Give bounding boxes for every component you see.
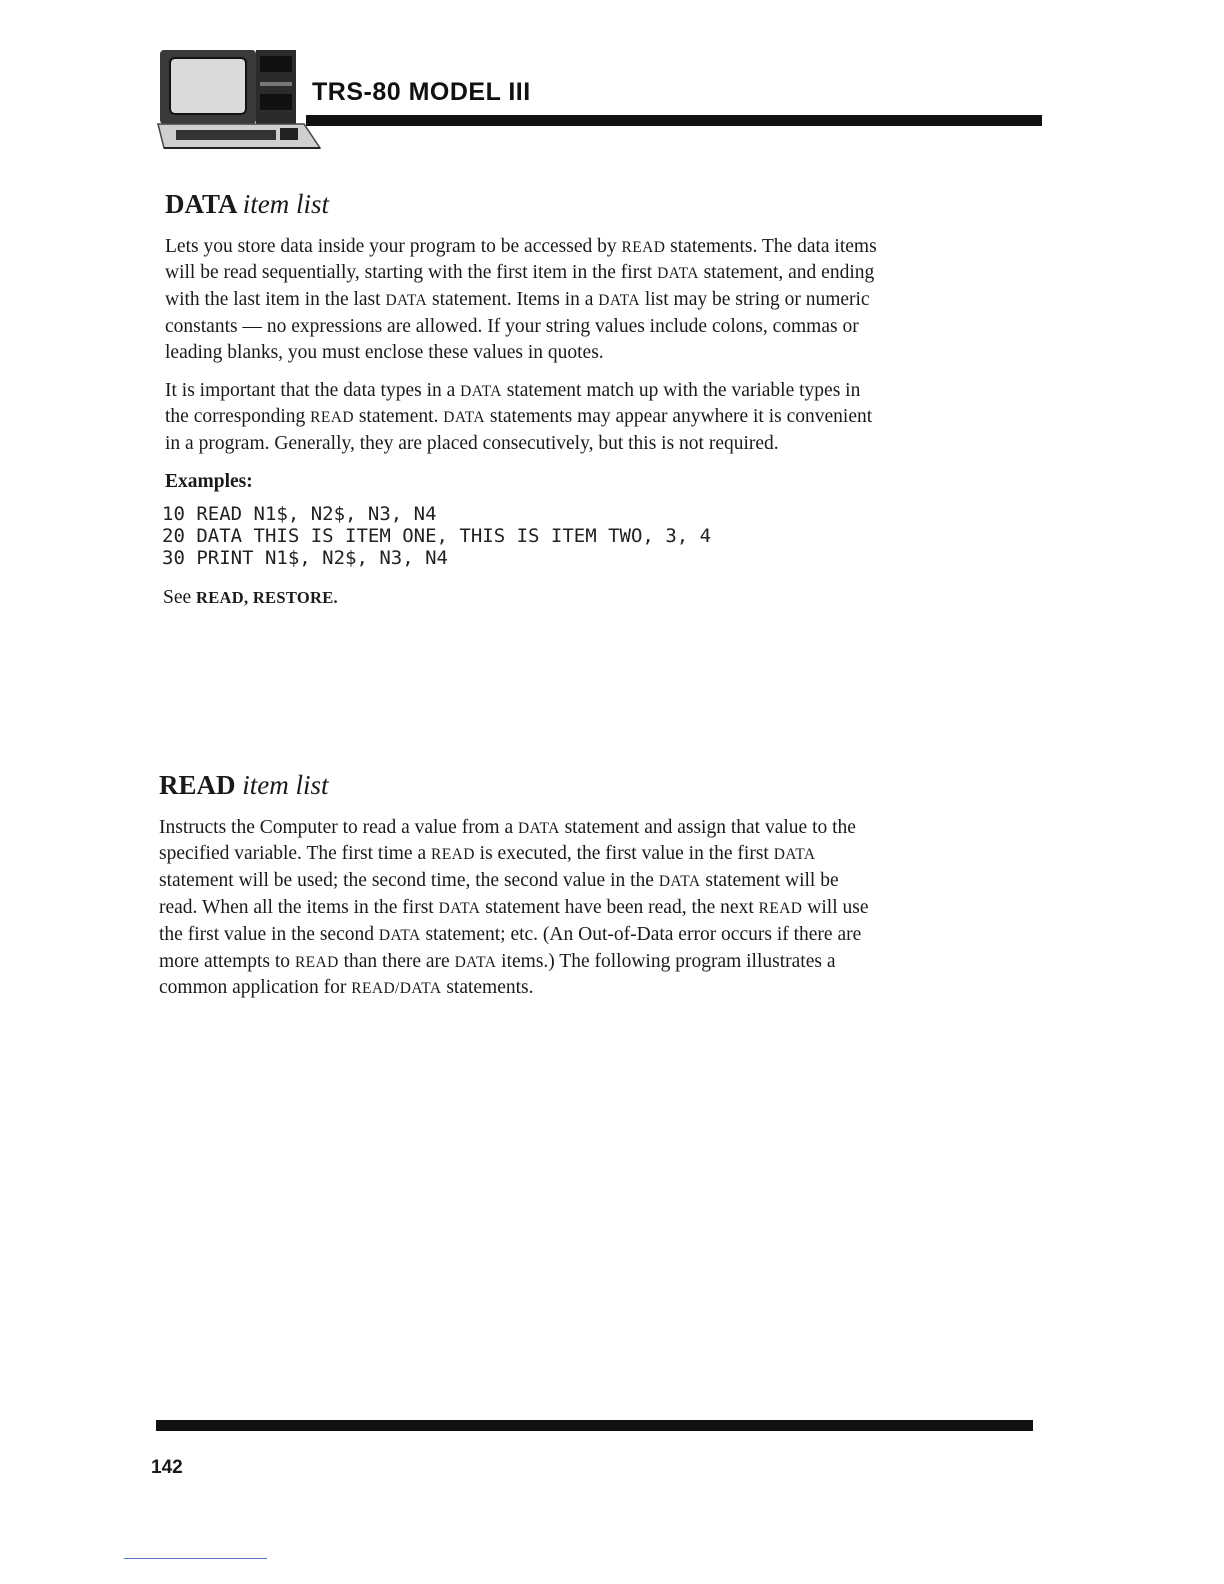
text-run: statement match up with the variable types in the corresponding <box>165 379 861 428</box>
keyword-ref: READ <box>621 238 666 256</box>
code-line: 30 PRINT N1$, N2$, N3, N4 <box>162 547 448 570</box>
read-arg: item list <box>242 770 329 800</box>
keyword-ref: DATA <box>460 382 502 400</box>
text-run: Lets you store data inside your program to be accessed by <box>165 235 622 257</box>
text-run: items.) The following program illustrates a common application for <box>159 950 836 999</box>
text-run: statements. The data items will be read sequentially, starting with the first item in the first <box>165 235 877 284</box>
text-run: statement and assign that value to the specified variable. The first time a <box>159 816 856 865</box>
keyword-ref: DATA <box>385 292 428 310</box>
text-run: than there are <box>338 950 455 972</box>
text-run: statement, and ending with the last item in the last <box>165 262 875 311</box>
keyword-ref: DATA <box>378 926 421 944</box>
read-section <box>159 771 871 1002</box>
page-header-title: TRS-80 MODEL III <box>312 78 531 106</box>
keyword-ref: READ <box>758 900 803 918</box>
text-run: It is important that the data types in a <box>165 379 461 401</box>
text-run: Instructs the Computer to read a value from a <box>159 816 519 838</box>
keyword-ref: DATA <box>454 953 497 971</box>
data-section <box>162 189 877 609</box>
read-keyword: READ <box>159 770 236 800</box>
data-description <box>165 234 877 366</box>
text-run: statement will be used; the second time, the second value in the <box>159 870 659 892</box>
header-rule <box>306 115 1042 126</box>
see-references: READ, RESTORE. <box>196 588 338 608</box>
text-run: statement. Items in a <box>427 289 599 311</box>
keyword-ref: READ <box>431 846 475 864</box>
examples-heading: Examples: <box>165 471 253 493</box>
data-keyword: DATA <box>165 189 237 219</box>
data-section-title <box>165 190 877 220</box>
keyword-ref: READ/DATA <box>351 980 442 998</box>
keyword-ref: READ <box>294 953 339 971</box>
keyword-ref: DATA <box>598 292 640 310</box>
see-also <box>163 587 877 609</box>
keyword-ref: DATA <box>518 819 560 837</box>
text-run: statements. <box>441 977 534 999</box>
footer-rule <box>156 1420 1033 1431</box>
read-section-title <box>159 771 871 801</box>
text-run: list may be string or numeric constants — no expressions are allowed. If your string values include colons, commas or leading blanks, you must enclose these values in quotes. <box>165 289 870 363</box>
text-run: is executed, the first value in the first <box>474 843 774 865</box>
keyword-ref: READ <box>310 409 354 427</box>
keyword-ref: DATA <box>657 265 699 283</box>
text-run: will use the first value in the second <box>159 897 869 945</box>
code-line: 20 DATA THIS IS ITEM ONE, THIS IS ITEM TWO, 3, 4 <box>162 525 712 548</box>
keyword-ref: DATA <box>443 409 485 427</box>
see-prefix: See <box>163 587 197 609</box>
code-example <box>162 503 877 569</box>
page-header <box>154 42 1044 162</box>
code-line: 10 READ N1$, N2$, N3, N4 <box>162 503 437 526</box>
text-run: statement will be read. When all the items in the first <box>159 870 839 919</box>
text-run: statement. <box>353 406 444 428</box>
data-arg: item list <box>242 189 330 219</box>
trs80-computer-icon <box>154 42 324 154</box>
text-run: statement; etc. (An Out-of-Data error occurs if there are more attempts to <box>159 923 862 972</box>
page-number: 142 <box>151 1457 183 1478</box>
keyword-ref: DATA <box>773 846 816 864</box>
bottom-rule <box>124 1558 267 1559</box>
text-run: statement have been read, the next <box>480 897 759 919</box>
read-description <box>159 815 871 1003</box>
keyword-ref: DATA <box>658 873 701 891</box>
text-run: statements may appear anywhere it is convenient in a program. Generally, they are placed consecutively, but this is not required. <box>165 406 873 455</box>
keyword-ref: DATA <box>438 900 481 918</box>
data-type-note <box>165 378 877 457</box>
